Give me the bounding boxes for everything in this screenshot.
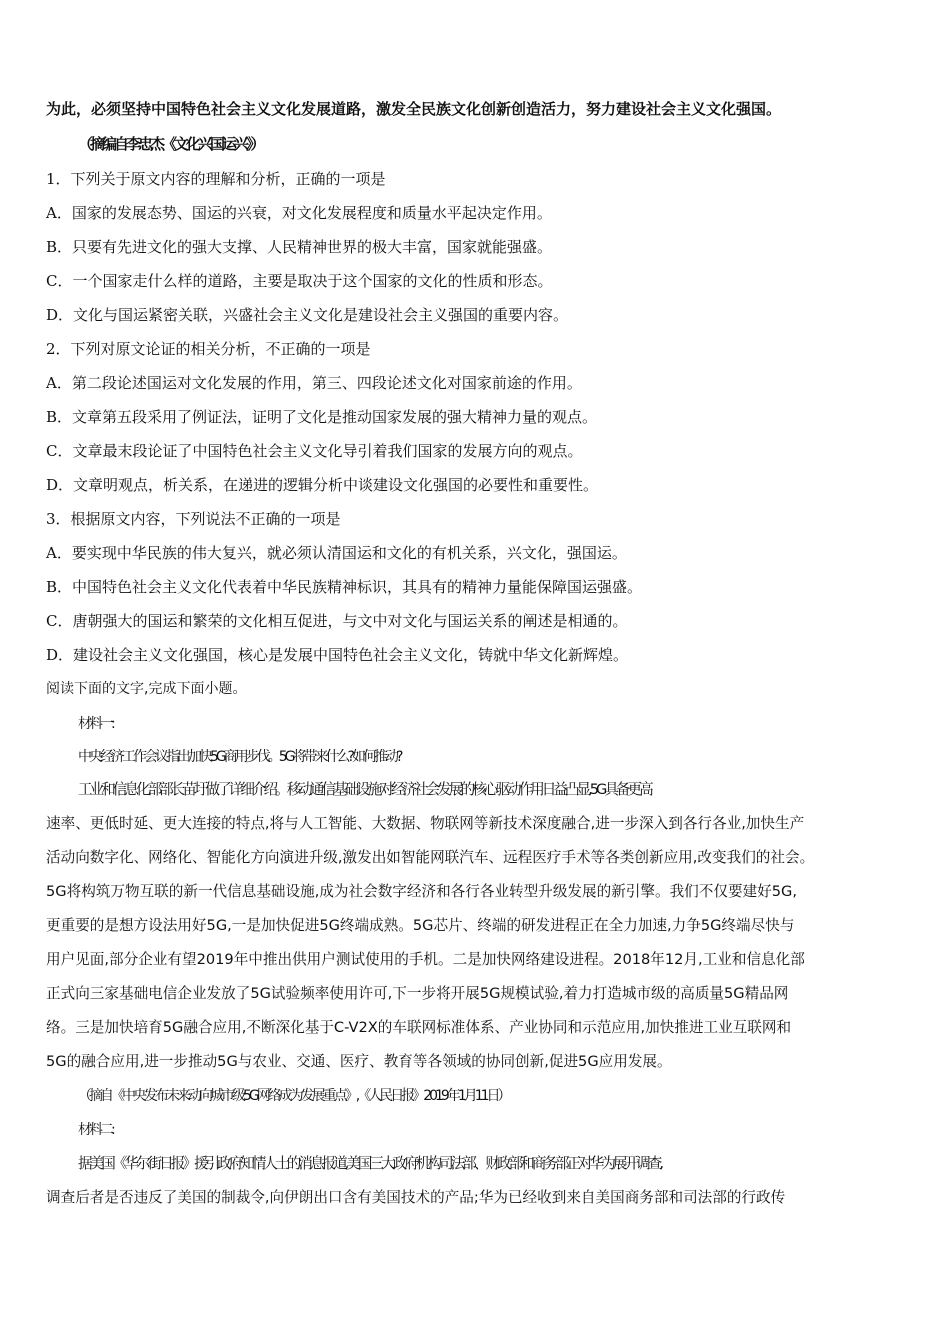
question-1-option-a: A．国家的发展态势、国运的兴衰，对文化发展程度和质量水平起决定作用。	[46, 204, 552, 222]
question-3-option-b: B．中国特色社会主义文化代表着中华民族精神标识，其具有的精神力量能保障国运强盛。	[46, 578, 643, 596]
reading-instruction: 阅读下面的文字,完成下面小题。	[46, 681, 247, 697]
material-1-paragraph-line: 工业和信息化部部长苗圩做了详细介绍。移动通信基础设施对经济社会发展的核心驱动作用日益凸显,5G具备更高	[78, 781, 651, 798]
material-1-paragraph-line: 5G的融合应用,进一步推动5G与农业、交通、医疗、教育等各领域的协同创新,促进5G应用发展。	[46, 1053, 672, 1070]
question-2-option-d: D．文章明观点，析关系，在递进的逻辑分析中谈建设文化强国的必要性和重要性。	[46, 476, 599, 494]
material-1-source: （摘自《中央发布未来动向城市级5G网络成为发展重点》,《人民日报》2019年1月11日）	[78, 1088, 509, 1104]
question-2-stem: 2．下列对原文论证的相关分析，不正确的一项是	[46, 340, 371, 358]
material-1-paragraph-line: 速率、更低时延、更大连接的特点,将与人工智能、大数据、物联网等新技术深度融合,进一步深入到各行各业,加快生产	[46, 815, 805, 832]
material-1-paragraph-line: 正式向三家基础电信企业发放了5G试验频率使用许可,下一步将开展5G规模试验,着力打造城市级的高质量5G精品网	[46, 985, 789, 1002]
question-1-option-c: C．一个国家走什么样的道路，主要是取决于这个国家的文化的性质和形态。	[46, 272, 553, 290]
question-2-option-c: C．文章最末段论证了中国特色社会主义文化导引着我们国家的发展方向的观点。	[46, 442, 583, 460]
question-2-option-b: B．文章第五段采用了例证法，证明了文化是推动国家发展的强大精神力量的观点。	[46, 408, 598, 426]
text-line-conclusion: 为此，必须坚持中国特色社会主义文化发展道路，激发全民族文化创新创造活力，努力建设社会主义文化强国。	[46, 100, 782, 118]
material-1-paragraph-line: 活动向数字化、网络化、智能化方向演进升级,激发出如智能网联汽车、远程医疗手术等各类创新应用,改变我们的社会。	[46, 849, 815, 866]
material-1-heading: 材料一:	[78, 716, 113, 732]
question-1-option-b: B．只要有先进文化的强大支撑、人民精神世界的极大丰富，国家就能强盛。	[46, 238, 553, 256]
question-3-option-a: A．要实现中华民族的伟大复兴，就必须认清国运和文化的有机关系，兴文化，强国运。	[46, 544, 627, 562]
question-1-stem: 1．下列关于原文内容的理解和分析，正确的一项是	[46, 170, 386, 188]
question-3-option-d: D．建设社会主义文化强国，核心是发展中国特色社会主义文化，铸就中华文化新辉煌。	[46, 646, 629, 664]
material-1-lead: 中央经济工作会议指出加快5G商用步伐。5G将带来什么?如何推动?	[78, 749, 401, 765]
material-2-paragraph-line: 据美国《华尔街日报》援引政府知情人士的消息报道,美国三大政府机构司法部、财政部和商务部正对华为展开调查,	[78, 1155, 661, 1172]
material-2-heading: 材料二:	[78, 1122, 113, 1138]
question-3-stem: 3．根据原文内容，下列说法不正确的一项是	[46, 510, 341, 528]
material-1-paragraph-line: 5G将构筑万物互联的新一代信息基础设施,成为社会数字经济和各行各业转型升级发展的新引擎。我们不仅要建好5G,	[46, 883, 797, 900]
source-citation: （摘编自李忠杰《文化兴国运兴》）	[78, 135, 263, 153]
material-2-paragraph-line: 调查后者是否违反了美国的制裁令,向伊朗出口含有美国技术的产品;华为已经收到来自美国商务部和司法部的行政传	[46, 1189, 786, 1206]
question-3-option-c: C．唐朝强大的国运和繁荣的文化相互促进，与文中对文化与国运关系的阐述是相通的。	[46, 612, 628, 630]
question-2-option-a: A．第二段论述国运对文化发展的作用，第三、四段论述文化对国家前途的作用。	[46, 374, 582, 392]
material-1-paragraph-line: 更重要的是想方设法用好5G,一是加快促进5G终端成熟。5G芯片、终端的研发进程正在全力加速,力争5G终端尽快与	[46, 917, 795, 934]
material-1-paragraph-line: 用户见面,部分企业有望2019年中推出供用户测试使用的手机。二是加快网络建设进程。2018年12月,工业和信息化部	[46, 951, 805, 968]
question-1-option-d: D．文化与国运紧密关联，兴盛社会主义文化是建设社会主义强国的重要内容。	[46, 306, 569, 324]
material-1-paragraph-line: 络。三是加快培育5G融合应用,不断深化基于C-V2X的车联网标准体系、产业协同和示范应用,加快推进工业互联网和	[46, 1019, 792, 1036]
